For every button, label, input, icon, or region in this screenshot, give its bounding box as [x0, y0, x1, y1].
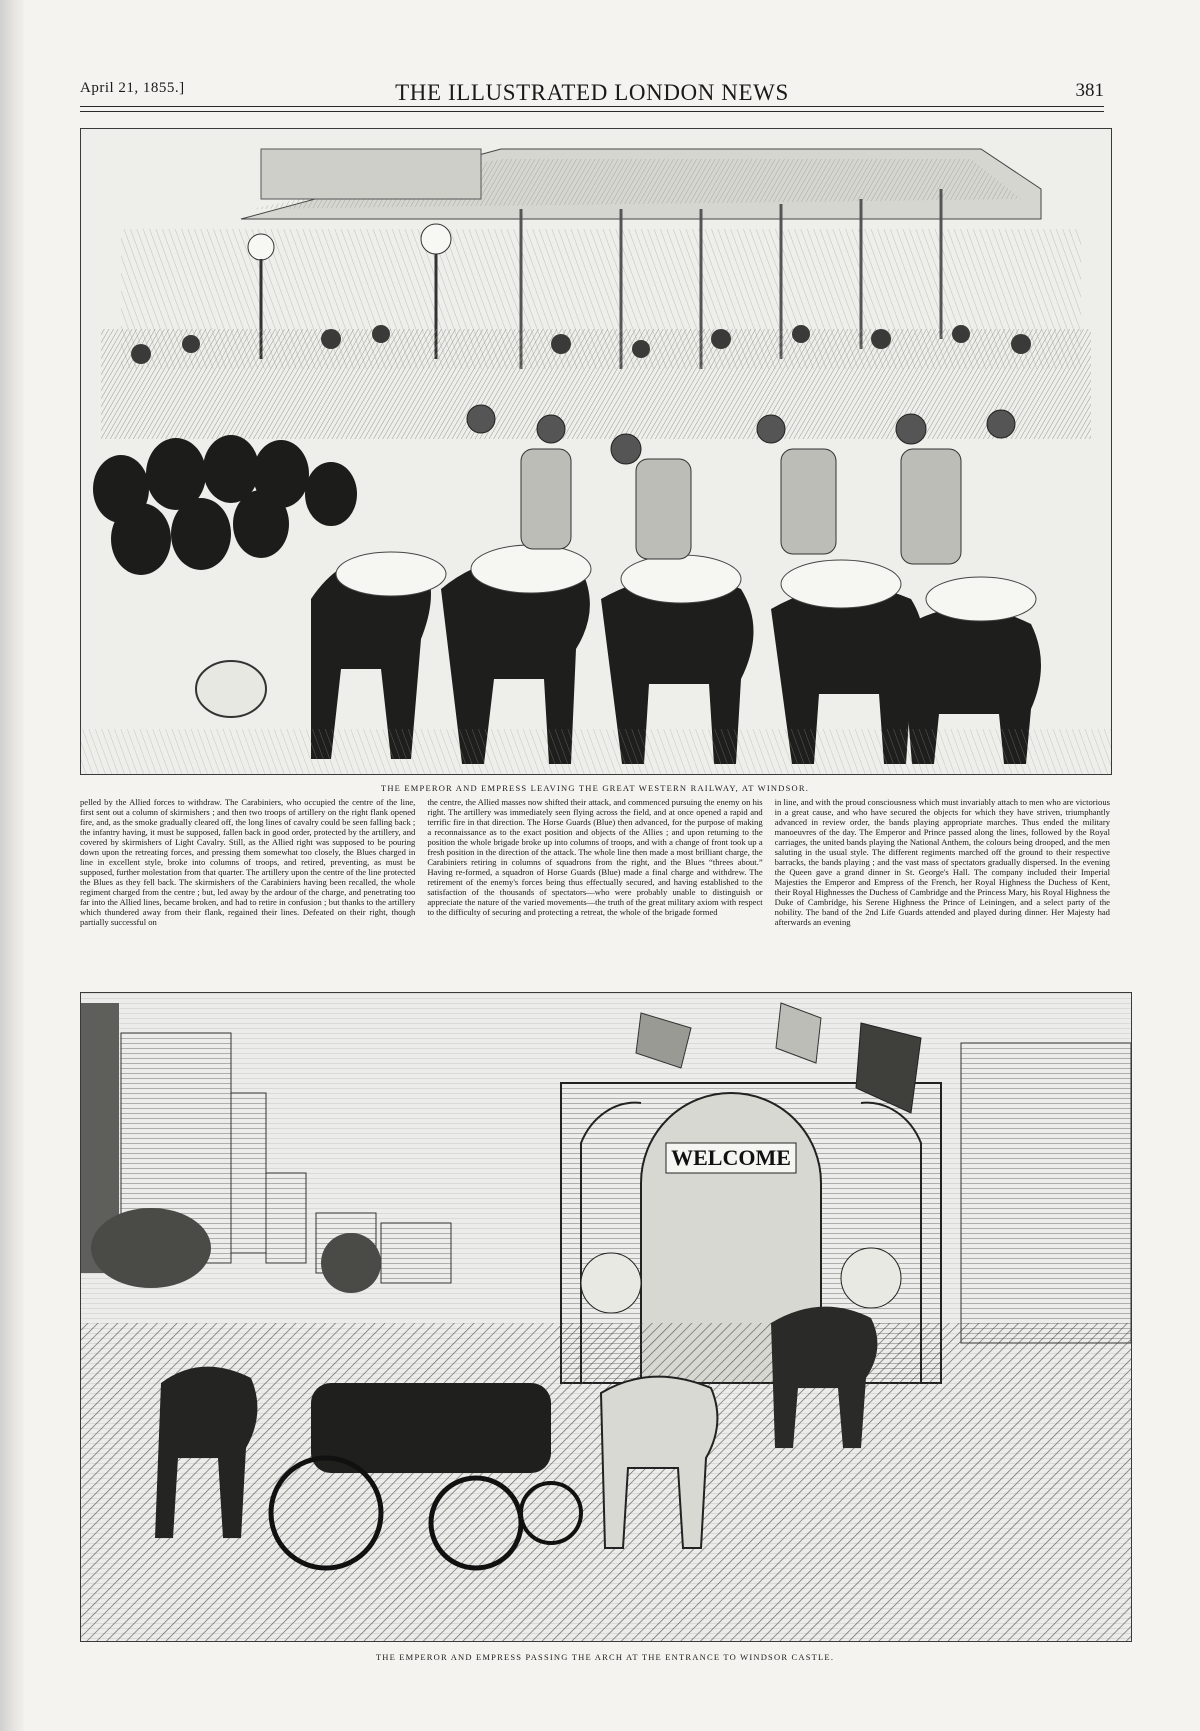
masthead-rule	[80, 106, 1104, 107]
newspaper-title: THE ILLUSTRATED LONDON NEWS	[395, 80, 789, 105]
page-binding-edge	[0, 0, 24, 1731]
issue-date: April 21, 1855.]	[80, 80, 185, 96]
article-column-2: the centre, the Allied masses now shifted their attack, and commenced pursuing the enemy on his right. The artillery was immediately seen flying across the field, and at once opened a rapid and terrific fire in that direction. The Horse Guards (Blue) then advanced, for the purpose of making a reconnaissance as to the exact position and objects of the Allies ; and upon returning to the position the whole brigade broke up into columns of troops, and with a change of front took up a fresh position in the direction of the attack. The whole line then made a most brilliant charge, the Carabiniers retiring in columns of squadrons from the right, and the Blues “threes about.” Having re-formed, a squadron of Horse Guards (Blue) made a final charge and withdrew. The retirement of the enemy's forces being thus effectually secured, and having established to the satisfaction of the thousands of spectators—who were probably unable to distinguish or appreciate the nature of the varied movements—the truth of the great military axiom with respect to the difficulty of securing and protecting a retreat, the whole of the brigade formed	[427, 797, 762, 975]
engraving-windsor-arch	[80, 992, 1132, 1642]
newspaper-page	[24, 0, 1184, 1731]
masthead-rule-thin	[80, 111, 1104, 112]
arch-welcome-banner: WELCOME	[671, 1145, 791, 1170]
article-body	[80, 797, 1110, 975]
page-number: 381	[1075, 80, 1104, 101]
article-column-1: pelled by the Allied forces to withdraw. The Carabiniers, who occupied the centre of the line, first sent out a column of skirmishers ; and then two troops of artillery on the right flank opened fire, and, as the smoke gradually cleared off, the long lines of cavalry could be seen falling back ; the infantry having, it must be supposed, fallen back in good order, protected by the artillery, and covered by skirmishers of Light Cavalry. Still, as the Allied right was supposed to be pouring down upon the retreating forces, and pressing them somewhat too closely, the Blues charged in line in excellent style, broke into columns of troops, and retired, preventing, as must be supposed, further molestation from that quarter. The artillery upon the centre of the line protected the Blues as they fell back. The skirmishers of the Carabiniers having been recalled, the whole regiment charged from the centre ; but, led away by the ardour of the charge, and penetrating too far into the Allied lines, became broken, and had to retire in confusion ; but thanks to the artillery which thundered away from their flank, regained their lines. Defeated on their right, though partially successful on	[80, 797, 416, 927]
article-column-3: in line, and with the proud consciousness which must invariably attach to men who are victorious in a great cause, and who have secured the objects for which they have striven, triumphantly advanced in review order, the bands playing appropriate marches. Thus ended the military manoeuvres of the day. The Emperor and Prince passed along the lines, followed by the Royal carriages, the united bands playing the National Anthem, the colours being drooped, and the men saluting in the usual style. The different regiments marched off the ground to their respective barracks, the bands playing ; and the vast mass of spectators gradually dispersed. In the evening the Queen gave a grand dinner in St. George's Hall. The company included their Imperial Majesties the Emperor and Empress of the French, her Royal Highness the Duchess of Kent, their Royal Highnesses the Duchess of Cambridge and the Princess Mary, his Royal Highness the Duke of Cambridge, his Serene Highness the Prince of Leiningen, and a select party of the nobility. The band of the 2nd Life Guards attended and played during dinner. Her Majesty had afterwards an evening	[775, 797, 1110, 975]
engraving-railway-station	[80, 128, 1112, 775]
top-engraving-caption: THE EMPEROR AND EMPRESS LEAVING THE GREAT WESTERN RAILWAY, AT WINDSOR.	[380, 783, 810, 793]
bottom-engraving-caption: THE EMPEROR AND EMPRESS PASSING THE ARCH AT THE ENTRANCE TO WINDSOR CASTLE.	[375, 1652, 835, 1662]
masthead	[80, 80, 1104, 108]
